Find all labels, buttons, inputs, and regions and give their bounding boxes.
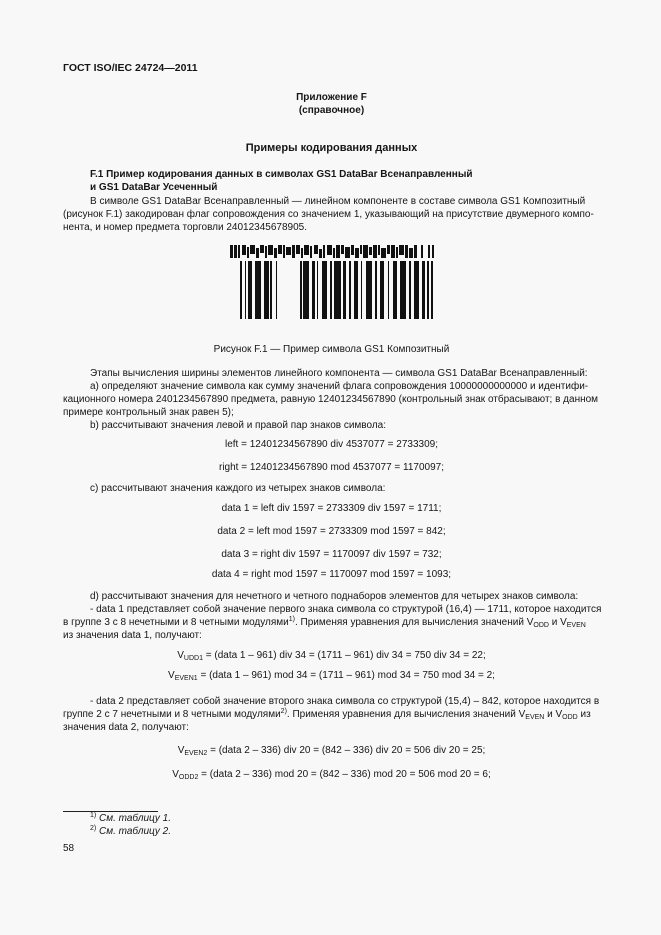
subsection-heading-line2: и GS1 DataBar Усеченный — [90, 182, 218, 193]
text: в группе 3 с 8 нечетными и 8 четными модулями — [63, 617, 289, 628]
steps-intro: Этапы вычисления ширины элементов линейного компонента — символа GS1 DataBar Всенаправленный: — [90, 368, 588, 379]
paragraph-line: В символе GS1 DataBar Всенаправленный — линейном компоненте в составе символа GS1 Композитный — [90, 196, 586, 207]
formula-right: right = 12401234567890 mod 4537077 = 1170097; — [218, 462, 444, 473]
page-number: 58 — [63, 843, 75, 854]
section-title: Примеры кодирования данных — [245, 142, 418, 154]
formula-v-even2 — [63, 745, 600, 756]
subscript: ODD2 — [178, 774, 199, 781]
footnote-text: См. таблицу 2. — [96, 826, 171, 837]
subsection-heading-line1: F.1 Пример кодирования данных в символах GS1 DataBar Всенаправленный — [90, 169, 473, 180]
text: = (data 2 – 336) mod 20 = (842 – 336) mod 20 = 506 mod 20 = 6; — [198, 769, 491, 780]
text: и V — [548, 617, 567, 628]
step-d1-line1: - data 1 представляет собой значение первого знака символа со структурой (16,4) — 1711, которое находится — [90, 604, 602, 615]
step-a-line: примере контрольный знак равен 5); — [63, 407, 234, 418]
formula-v-odd1 — [63, 650, 600, 661]
step-d1-line2 — [63, 617, 586, 628]
step-a-line: a) определяют значение символа как сумму значений флага сопровождения 10000000000000 и идентифи- — [90, 381, 589, 392]
footnote-ref-2[interactable]: 2) — [280, 708, 287, 715]
formula-v-odd2 — [63, 769, 600, 780]
footnote-mark: 1) — [90, 812, 97, 819]
footnote-2 — [90, 826, 171, 837]
text: V — [177, 650, 184, 661]
formula-data4: data 4 = right mod 1597 = 1170097 mod 1597 = 1093; — [211, 569, 452, 580]
formula-v-even1 — [63, 670, 600, 681]
footnote-text: См. таблицу 1. — [96, 813, 171, 824]
subscript: EVEN — [525, 714, 545, 721]
formula-data2: data 2 = left mod 1597 = 2733309 mod 1597 = 842; — [217, 526, 446, 537]
paragraph-line: (рисунок F.1) закодирован флаг сопровождения со значением 1, указывающий на присутствие двумерного компо- — [63, 209, 594, 220]
step-d1-line3: из значения data 1, получают: — [63, 630, 202, 641]
composite-barcode-image — [228, 244, 436, 320]
text: группе 2 с 7 нечетными и 8 четными модулями — [63, 709, 281, 720]
subscript: EVEN — [566, 622, 586, 629]
figure-caption: Рисунок F.1 — Пример символа GS1 Композитный — [213, 344, 450, 355]
text: . Применяя уравнения для вычисления значений V — [286, 709, 526, 720]
step-a-line: кационного номера 2401234567890 предмета, равную 12401234567890 (контрольный знак отбрасывают; в данном — [63, 394, 599, 405]
footnote-mark: 2) — [90, 825, 97, 832]
text: из — [577, 709, 591, 720]
step-c: c) рассчитывают значения каждого из четырех знаков символа: — [90, 483, 386, 494]
step-d2-line3: значения data 2, получают: — [63, 722, 189, 733]
text: V — [168, 670, 175, 681]
text: V — [172, 769, 179, 780]
formula-data1: data 1 = left div 1597 = 2733309 div 1597 = 1711; — [221, 503, 442, 514]
formula-data3: data 3 = right div 1597 = 1170097 div 1597 = 732; — [221, 549, 442, 560]
footnote-1 — [90, 813, 171, 824]
text: = (data 2 – 336) div 20 = (842 – 336) div 20 = 506 div 20 = 25; — [207, 745, 486, 756]
step-b: b) рассчитывают значения левой и правой пар знаков символа: — [90, 420, 387, 431]
subscript: ODD — [533, 622, 549, 629]
text: = (data 1 – 961) mod 34 = (1711 – 961) mod 34 = 750 mod 34 = 2; — [197, 670, 495, 681]
text: = (data 1 – 961) div 34 = (1711 – 961) div 34 = 750 div 34 = 22; — [202, 650, 486, 661]
paragraph-line: нента, и номер предмета торговли 24012345678905. — [63, 222, 307, 233]
subscript: EVEN1 — [174, 675, 198, 682]
step-d2-line2 — [63, 709, 591, 720]
step-d: d) рассчитывают значения для нечетного и четного поднаборов элементов для четырех знаков символа: — [90, 591, 579, 602]
formula-left: left = 12401234567890 div 4537077 = 2733309; — [225, 439, 438, 450]
subscript: ODD — [562, 714, 578, 721]
footnote-divider — [63, 811, 158, 812]
text: V — [177, 745, 185, 756]
footnote-ref-1[interactable]: 1) — [288, 616, 295, 623]
document-standard-header: ГОСТ ISO/IEC 24724—2011 — [63, 62, 198, 74]
subscript: EVEN2 — [184, 750, 208, 757]
step-d2-line1: - data 2 представляет собой значение второго знака символа со структурой (15,4) – 842, которое находится в — [90, 696, 600, 707]
appendix-title: Приложение F — [296, 92, 367, 103]
appendix-subtitle: (справочное) — [298, 105, 365, 116]
subscript: UDD1 — [183, 655, 203, 662]
text: . Применяя уравнения для вычисления значений V — [295, 617, 534, 628]
text: и V — [544, 709, 563, 720]
